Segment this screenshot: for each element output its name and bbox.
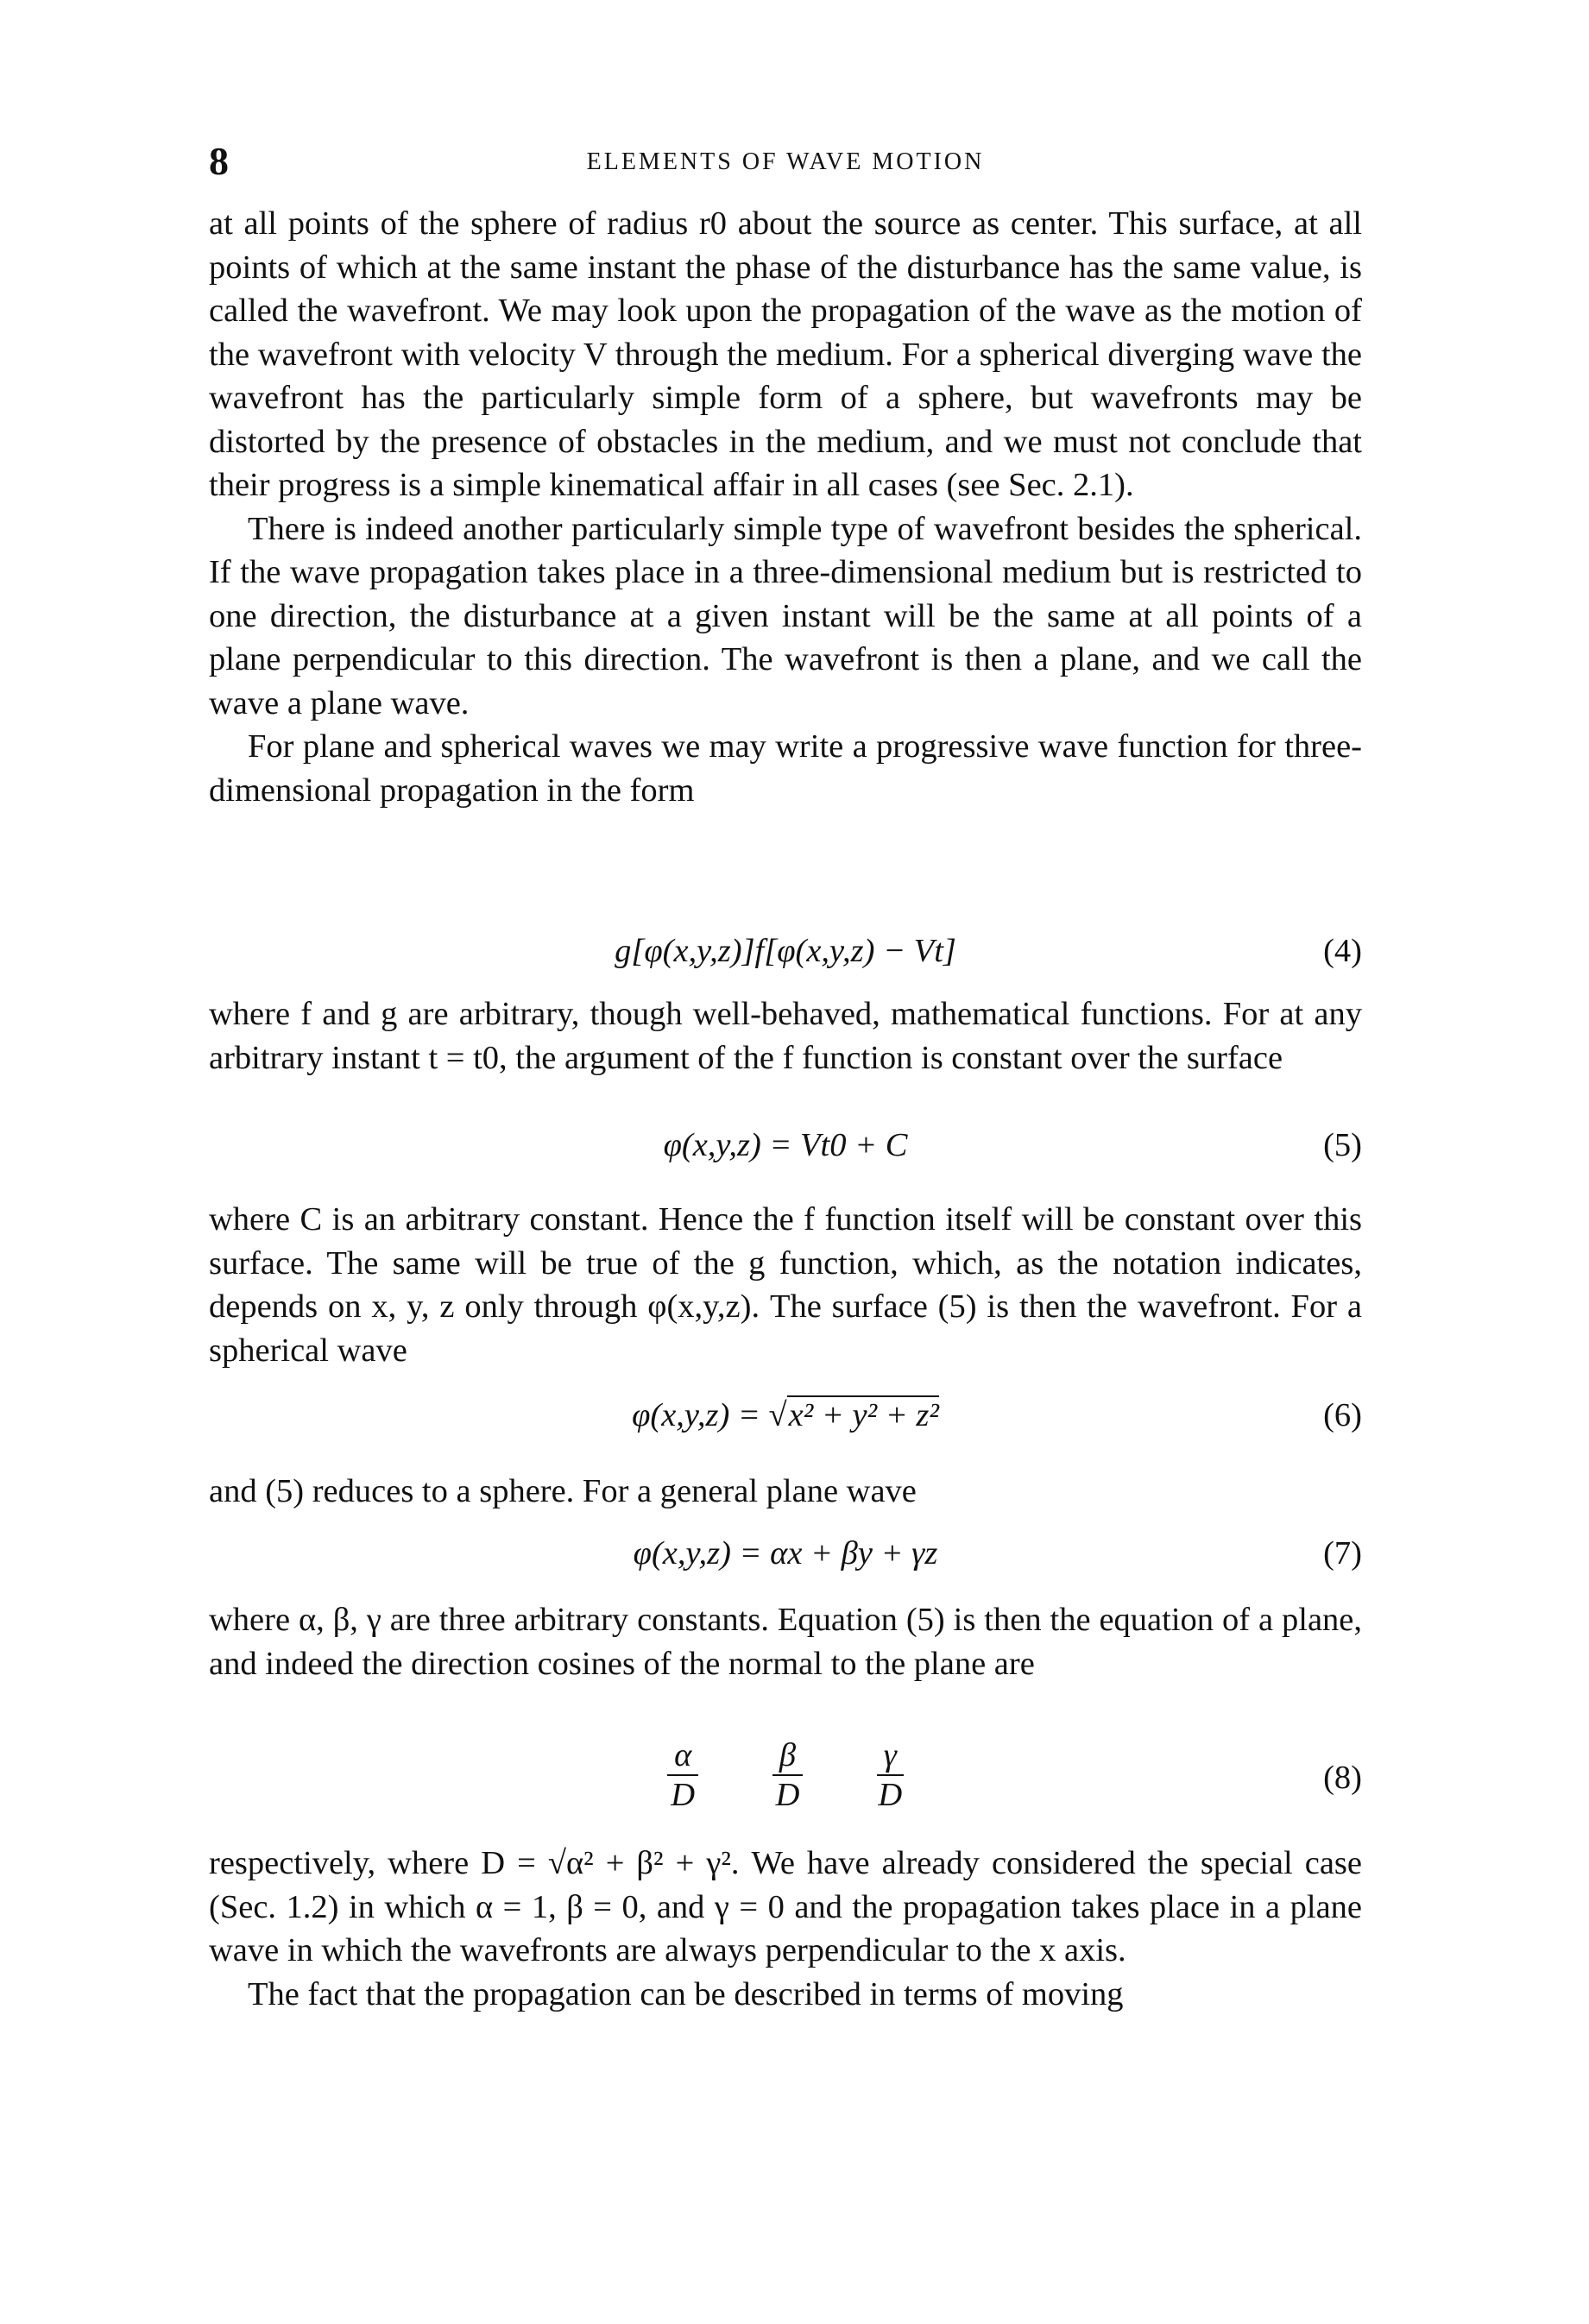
paragraph-6: and (5) reduces to a sphere. For a general plane wave [209,1473,917,1509]
text-block-4 [209,1470,1362,1514]
equation-6 [209,1396,1362,1439]
equation-8-number: (8) [1323,1760,1362,1796]
fraction-gamma-over-d: $\frac{\gamma}{D}$ [878,1737,903,1813]
equation-6-radicand: x² + y² + z² [788,1397,939,1433]
paragraph-1: at all points of the sphere of radius r0 about the source as center. This surface, at all points of which at the same instant the phase of the disturbance has the same value, is called the wavefront. We may look upon the propagation of the wave as the motion of the wavefront with velocity V through the medium. For a spherical diverging wave the wavefront has the particularly simple form of a sphere, but wavefronts may be distorted by the presence of obstacles in the medium, and we must not conclude that their progress is a simple kinematical affair in all cases (see Sec. 2.1). [209,205,1362,503]
equation-7 [209,1534,1362,1578]
equation-8 [209,1736,1362,1823]
running-title: ELEMENTS OF WAVE MOTION [586,148,985,175]
equation-5 [209,1126,1362,1169]
text-block-1 [209,202,1362,812]
text-block-3 [209,1198,1362,1372]
fraction-beta-over-d: $\frac{\beta}{D}$ [772,1736,803,1814]
paragraph-3: For plane and spherical waves we may write a progressive wave function for three-dimensional propagation in the form [209,728,1362,809]
page-header [209,138,1362,181]
equation-6-lhs: φ(x,y,z) = √ [632,1397,787,1433]
paragraph-8: respectively, where D = √α² + β² + γ². We have already considered the special case (Sec. 1.2) in which α = 1, β = 0, and γ = 0 and the propagation takes place in a plane wave in which the wavefronts are always perpendicular to the x axis. [209,1845,1362,1968]
text-block-6 [209,1842,1362,2016]
paragraph-4: where f and g are arbitrary, though well-behaved, mathematical functions. For at any arbitrary instant t = t0, the argument of the f function is constant over the surface [209,996,1362,1076]
paragraph-9: The fact that the propagation can be described in terms of moving [248,1975,1124,2012]
equation-5-number: (5) [1323,1127,1362,1163]
equation-7-number: (7) [1323,1535,1362,1571]
fraction-alpha-over-d: $\frac{\alpha}{D}$ [667,1736,698,1814]
paragraph-7: where α, β, γ are three arbitrary constants. Equation (5) is then the equation of a plane, and indeed the direction cosines of the normal to the plane are [209,1602,1362,1682]
page-number: 8 [209,139,229,183]
equation-6-number: (6) [1323,1397,1362,1433]
equation-7-body: φ(x,y,z) = αx + βy + γz [633,1535,938,1571]
equation-4-body: g[φ(x,y,z)]f[φ(x,y,z) − Vt] [615,933,956,969]
equation-4 [209,932,1362,975]
paragraph-5: where C is an arbitrary constant. Hence the f function itself will be constant over this surface. The same will be true of the g function, which, as the notation indicates, depends on x, y, z only through φ(x,y,z). The surface (5) is then the wavefront. For a spherical wave [209,1201,1362,1369]
text-block-2 [209,992,1362,1080]
equation-4-number: (4) [1323,933,1362,969]
text-block-5 [209,1598,1362,1685]
paragraph-2: There is indeed another particularly simple type of wavefront besides the spherical. If the wave propagation takes place in a three-dimensional medium but is restricted to one direction, the disturbance at a given instant will be the same at all points of a plane perpendicular to this direction. The wavefront is then a plane, and we call the wave a plane wave. [209,510,1362,721]
equation-5-body: φ(x,y,z) = Vt0 + C [663,1127,908,1163]
